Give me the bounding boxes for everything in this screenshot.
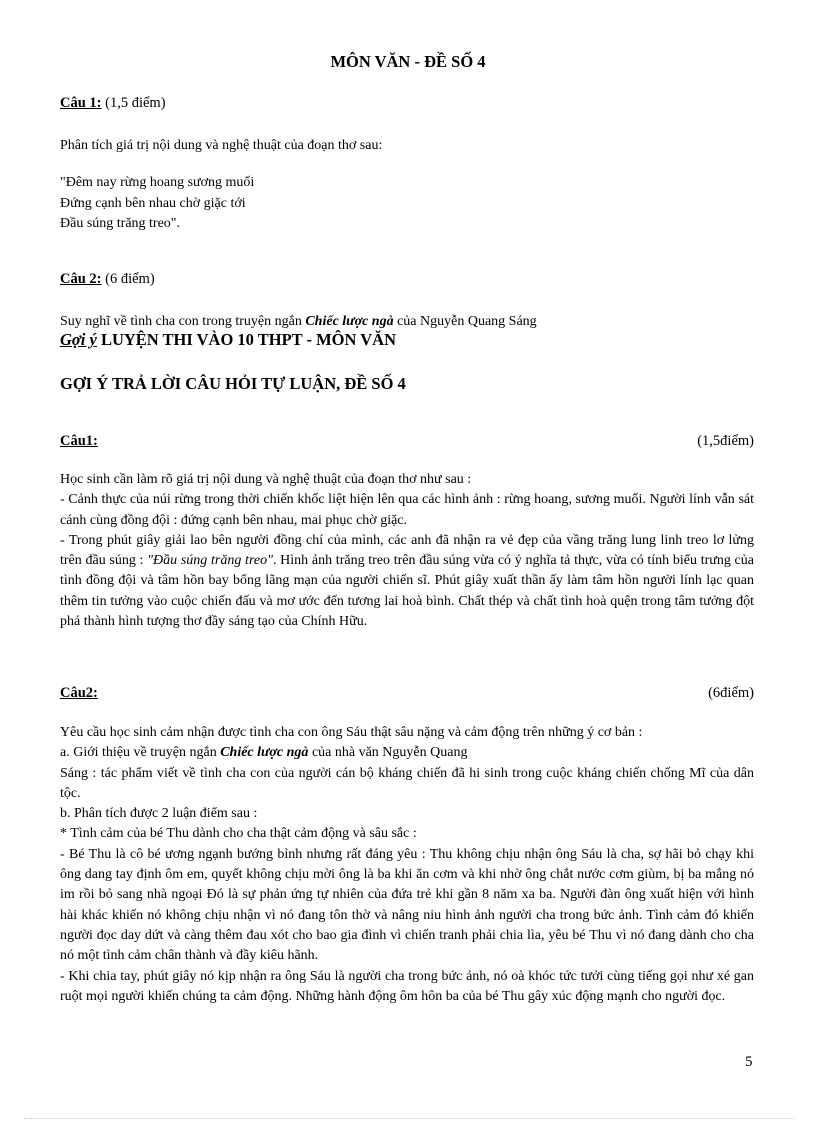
answer-1-point-2: - Trong phút giây giải lao bên người đồng chí của mình, các anh đã nhận ra vẻ đẹp của vầng trăng lung linh treo lơ lửng trên đầu súng : "Đầu súng trăng treo". Hình ảnh trăng treo trên đầu súng vừa có ý nghĩa tả thực, vừa có tính biểu trưng của tình đồng đội và tâm hồn bay bổng lãng mạn của người chiến sĩ. Phút giây xuất thần ấy làm tâm hồn người lính lạc quan thêm tin tưởng vào cuộc chiến đấu và mơ ước đến tương lai hoà bình. Chất thép và chất tình hoà quện trong tâm tưởng đột phá thành hình tượng thơ đầy sáng tạo của Chính Hữu. — [60, 532, 754, 630]
question-1 — [60, 95, 754, 112]
answer-1-header — [60, 433, 754, 450]
poem-quote: "Đầu súng trăng treo" — [147, 553, 273, 569]
answer-1-label: Câu1: — [60, 433, 98, 449]
answer-2-point-2: - Khi chia tay, phút giây nó kịp nhận ra ông Sáu là người cha trong bức ảnh, nó oà khóc tức tưởi cùng tiếng gọi như xé gan ruột mọi người khiến chúng ta cảm động. Những hành động ôm hôn ba của bé Thu gây xúc động mạnh cho người đọc. — [60, 968, 754, 1004]
poem-line: Đầu súng trăng treo". — [60, 216, 181, 231]
page-number: 5 — [745, 1054, 753, 1070]
answer-1-point-1: - Cảnh thực của núi rừng trong thời chiến khốc liệt hiện lên qua các hình ảnh : rừng hoang, sương muối. Người lính vẫn sát cánh cùng đồng đội : đứng cạnh bên nhau, mai phục chờ giặc. — [60, 492, 754, 528]
answer-2-label: Câu2: — [60, 685, 98, 701]
work-title: Chiếc lược ngà — [220, 745, 309, 761]
answer-2-header — [60, 685, 754, 702]
poem-line: Đứng cạnh bên nhau chờ giặc tới — [60, 195, 246, 211]
answer-2-part-b: b. Phân tích được 2 luận điểm sau : — [60, 806, 258, 822]
answer-2-point-1: - Bé Thu là cô bé ương ngạnh bướng bỉnh nhưng rất đáng yêu : Thu không chịu nhận ông Sáu là cha, sợ hãi bỏ chạy khi ông dang tay định ôm em, quyết không chịu mời ông là ba khi ăn cơm và khi nhờ ông chắt nước cơm giùm, bị ba mắng nó im rồi bỏ sang nhà ngoại Đó là sự phản ứng tự nhiên của đứa trẻ khi gần 8 năm xa ba. Người đàn ông xuất hiện với hình hài khác khiến nó không chịu nhận vì nó đang tôn thờ và nâng niu hình ảnh người cha trong bức ảnh. Tình cảm đó khiến người đọc day dứt và càng thêm đau xót cho bao gia đình vì chiến tranh phải chia lìa, yêu bé Thu vì nó đang dành cho cha nó một tình cảm chân thành và đầy kiêu hãnh. — [60, 846, 754, 964]
answer-2-body — [60, 723, 754, 1007]
question-2-task: Suy nghĩ về tình cha con trong truyện ngắn Chiếc lược ngà của Nguyễn Quang Sáng — [60, 314, 537, 329]
answer-2-intro: Yêu cầu học sinh cảm nhận được tình cha con ông Sáu thật sâu nặng và cảm động trên những ý cơ bản : — [60, 725, 643, 740]
answer-2-part-a-cont: Sáng : tác phẩm viết về tình cha con của người cán bộ kháng chiến đã hi sinh trong cuộc kháng chiến chống Mĩ của dân tộc. — [60, 765, 754, 801]
question-1-label: Câu 1: — [60, 95, 102, 111]
answer-1-body — [60, 470, 754, 632]
answer-2-star-point: * Tình cảm của bé Thu dành cho cha thật cảm động và sâu sắc : — [60, 826, 417, 842]
poem — [60, 173, 754, 235]
answer-1-intro: Học sinh cần làm rõ giá trị nội dung và nghệ thuật của đoạn thơ như sau : — [60, 472, 472, 487]
question-2-label: Câu 2: — [60, 271, 102, 287]
work-title: Chiếc lược ngà — [305, 314, 394, 329]
answer-1-points: (1,5điểm) — [697, 433, 754, 449]
guide-subheading: GỢI Ý TRẢ LỜI CÂU HỎI TỰ LUẬN, ĐỀ SỐ 4 — [60, 374, 406, 393]
page-bottom-border — [24, 1118, 794, 1119]
question-1-task: Phân tích giá trị nội dung và nghệ thuật của đoạn thơ sau: — [60, 138, 383, 153]
question-1-points: (1,5 điểm) — [101, 95, 166, 111]
goi-y-label: Gợi ý — [60, 330, 97, 349]
poem-line: "Đêm nay rừng hoang sương muối — [60, 175, 255, 190]
question-2 — [60, 271, 754, 288]
question-2-points: (6 điểm) — [101, 271, 155, 287]
guide-heading: Gợi ý LUYỆN THI VÀO 10 THPT - MÔN VĂN — [60, 330, 396, 349]
exam-title: MÔN VĂN - ĐỀ SỐ 4 — [330, 52, 486, 71]
answer-2-part-a: a. Giới thiệu về truyện ngắn Chiếc lược ngà của nhà văn Nguyễn Quang — [60, 745, 468, 761]
answer-2-points: (6điểm) — [708, 685, 754, 701]
